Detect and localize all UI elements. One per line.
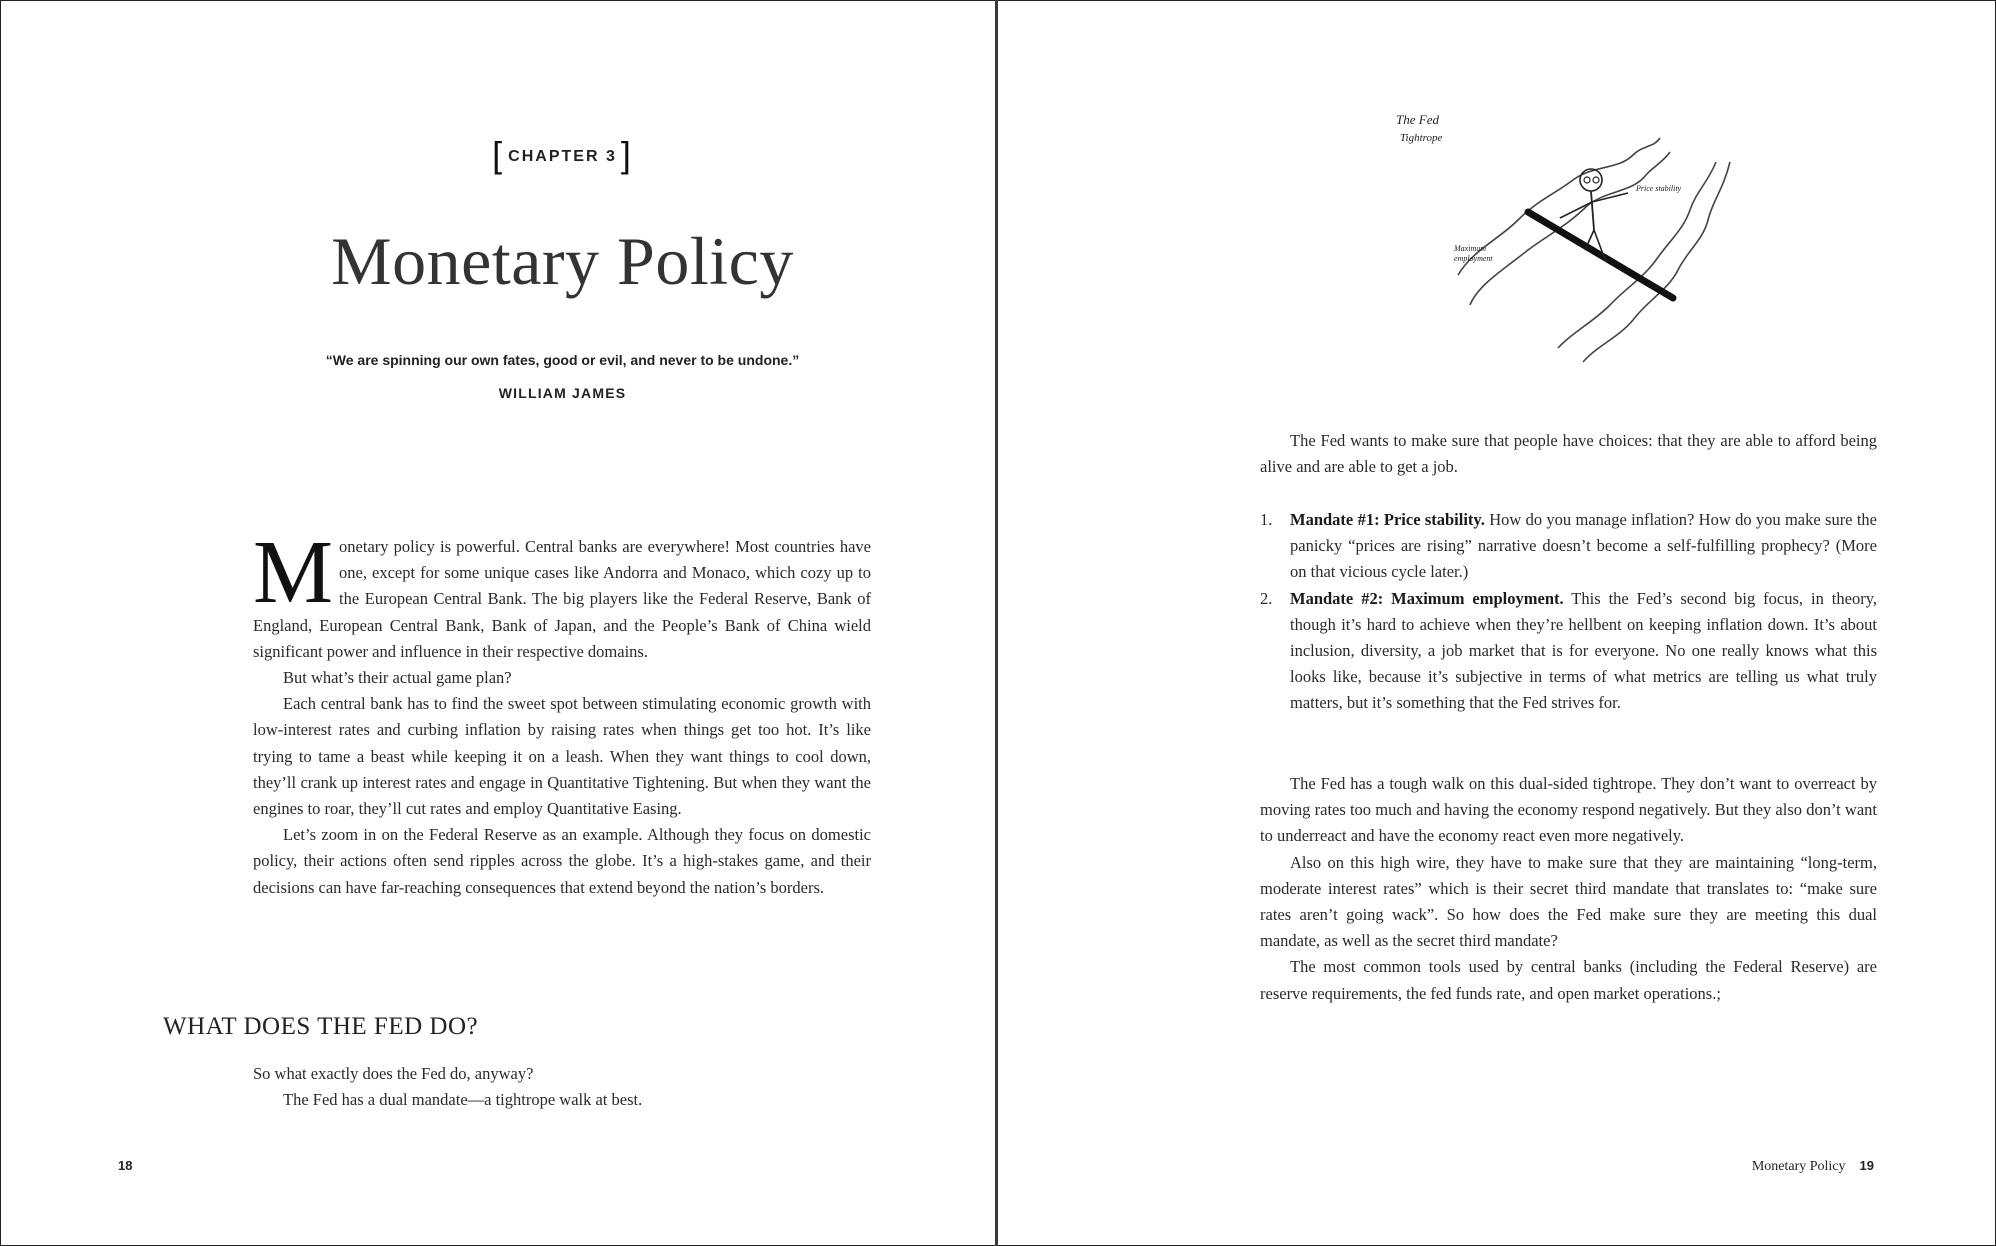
figure-body — [1591, 191, 1594, 230]
paragraph: So what exactly does the Fed do, anyway? — [253, 1064, 534, 1083]
sketch-label-maximum-employment: Maximum employment — [1454, 244, 1493, 263]
paragraph: Also on this high wire, they have to make sure that they are maintaining “long-term, moderate interest rates” which is their secret third mandate that translates to: “make sure rates aren’t going wack”. So how does the Fed make sure they are meeting this dual mandate, as well as the secret third mandate? — [1260, 852, 1877, 951]
drop-cap: M — [253, 523, 334, 622]
paragraph — [253, 523, 871, 665]
sketch-title-line1: The Fed — [1396, 112, 1439, 127]
paragraph: Let’s zoom in on the Federal Reserve as an example. Although they focus on domestic policy, their actions often send ripples across the globe. It’s a high-stakes game, and their decisions can have far-reaching consequences that extend beyond the nation’s borders. — [253, 825, 871, 897]
paragraph-text: onetary policy is powerful. Central banks are everywhere! Most countries have one, except for some unique cases like Andorra and Monaco, which cozy up to the European Central Bank. The big players like the Federal Reserve, Bank of England, European Central Bank, Bank of Japan, and the People’s Bank of China wield significant power and influence in their respective domains. — [253, 537, 871, 661]
page-number: 19 — [1859, 1158, 1874, 1173]
left-section-text — [253, 1061, 871, 1113]
list-number: 2. — [1260, 588, 1273, 608]
list-item — [1260, 507, 1877, 586]
figure-glasses-right — [1593, 177, 1599, 183]
sketch-label-price-stability: Price stability — [1636, 184, 1682, 193]
paragraph: The Fed has a tough walk on this dual-sided tightrope. They don’t want to overreact by moving rates too much and having the economy respond negatively. But they also don’t want to underreact and have the economy react even more negatively. — [1260, 774, 1877, 846]
mandate-list — [1260, 507, 1877, 717]
epigraph-attribution: WILLIAM JAMES — [498, 385, 627, 401]
tightrope-sketch — [1378, 100, 1738, 400]
tightrope-line — [1528, 212, 1673, 298]
tightrope-illustration — [1378, 100, 1738, 400]
sketch-title-line2: Tightrope — [1400, 132, 1443, 144]
chapter-label-text: CHAPTER 3 — [508, 148, 617, 165]
paragraph: Each central bank has to find the sweet spot between stimulating economic growth with low-interest rates and curbing inflation by raising rates when things get too hot. It’s like trying to tame a beast while keeping it on a leash. When they want things to cool down, they’ll crank up interest rates and engage in Quantitative Tightening. But when they want the engines to roar, they’ll cut rates and employ Quantitative Easing. — [253, 694, 871, 819]
paragraph: The Fed has a dual mandate—a tightrope walk at best. — [283, 1090, 643, 1110]
right-page — [998, 0, 1996, 1246]
running-footer — [1752, 1158, 1874, 1175]
right-intro-text — [1260, 428, 1877, 480]
page-number: 18 — [118, 1158, 133, 1173]
running-head-title: Monetary Policy — [1751, 1159, 1846, 1174]
paragraph: The most common tools used by central banks (including the Federal Reserve) are reserve requirements, the fed funds rate, and open market operations.; — [1260, 957, 1877, 1003]
right-bracket: ] — [620, 134, 633, 175]
chapter-label — [0, 134, 1125, 176]
mandate-title: Mandate #2: Maximum employment. — [1290, 588, 1564, 608]
paragraph: The Fed wants to make sure that people have choices: that they are able to afford being alive and are able to get a job. — [1260, 431, 1877, 477]
figure-glasses-left — [1584, 177, 1590, 183]
mandate-title: Mandate #1: Price stability. — [1290, 510, 1485, 529]
left-body-text — [253, 523, 871, 901]
list-number: 1. — [1260, 510, 1273, 529]
section-heading: WHAT DOES THE FED DO? — [163, 1013, 479, 1040]
mandate-text: How do you manage inflation? How do you make sure the panicky “prices are rising” narrative doesn’t become a self-fulfilling prophecy? (More on that vicious cycle later.) — [1290, 510, 1877, 582]
paragraph: But what’s their actual game plan? — [283, 668, 512, 688]
epigraph-quote: “We are spinning our own fates, good or evil, and never to be undone.” — [325, 352, 800, 368]
left-bracket: [ — [492, 134, 505, 175]
list-item — [1260, 586, 1877, 717]
chapter-title: Monetary Policy — [331, 223, 794, 299]
left-page — [0, 0, 995, 1246]
mandate-text: This the Fed’s second big focus, in theory, though it’s hard to achieve when they’re hellbent on keeping inflation down. It’s about inclusion, diversity, a job market that is for everyone. No one really knows what this looks like, because it’s subjective in terms of what metrics are telling us what truly matters, but it’s something that the Fed strives for. — [1290, 588, 1877, 713]
right-body-text — [1260, 771, 1877, 1007]
